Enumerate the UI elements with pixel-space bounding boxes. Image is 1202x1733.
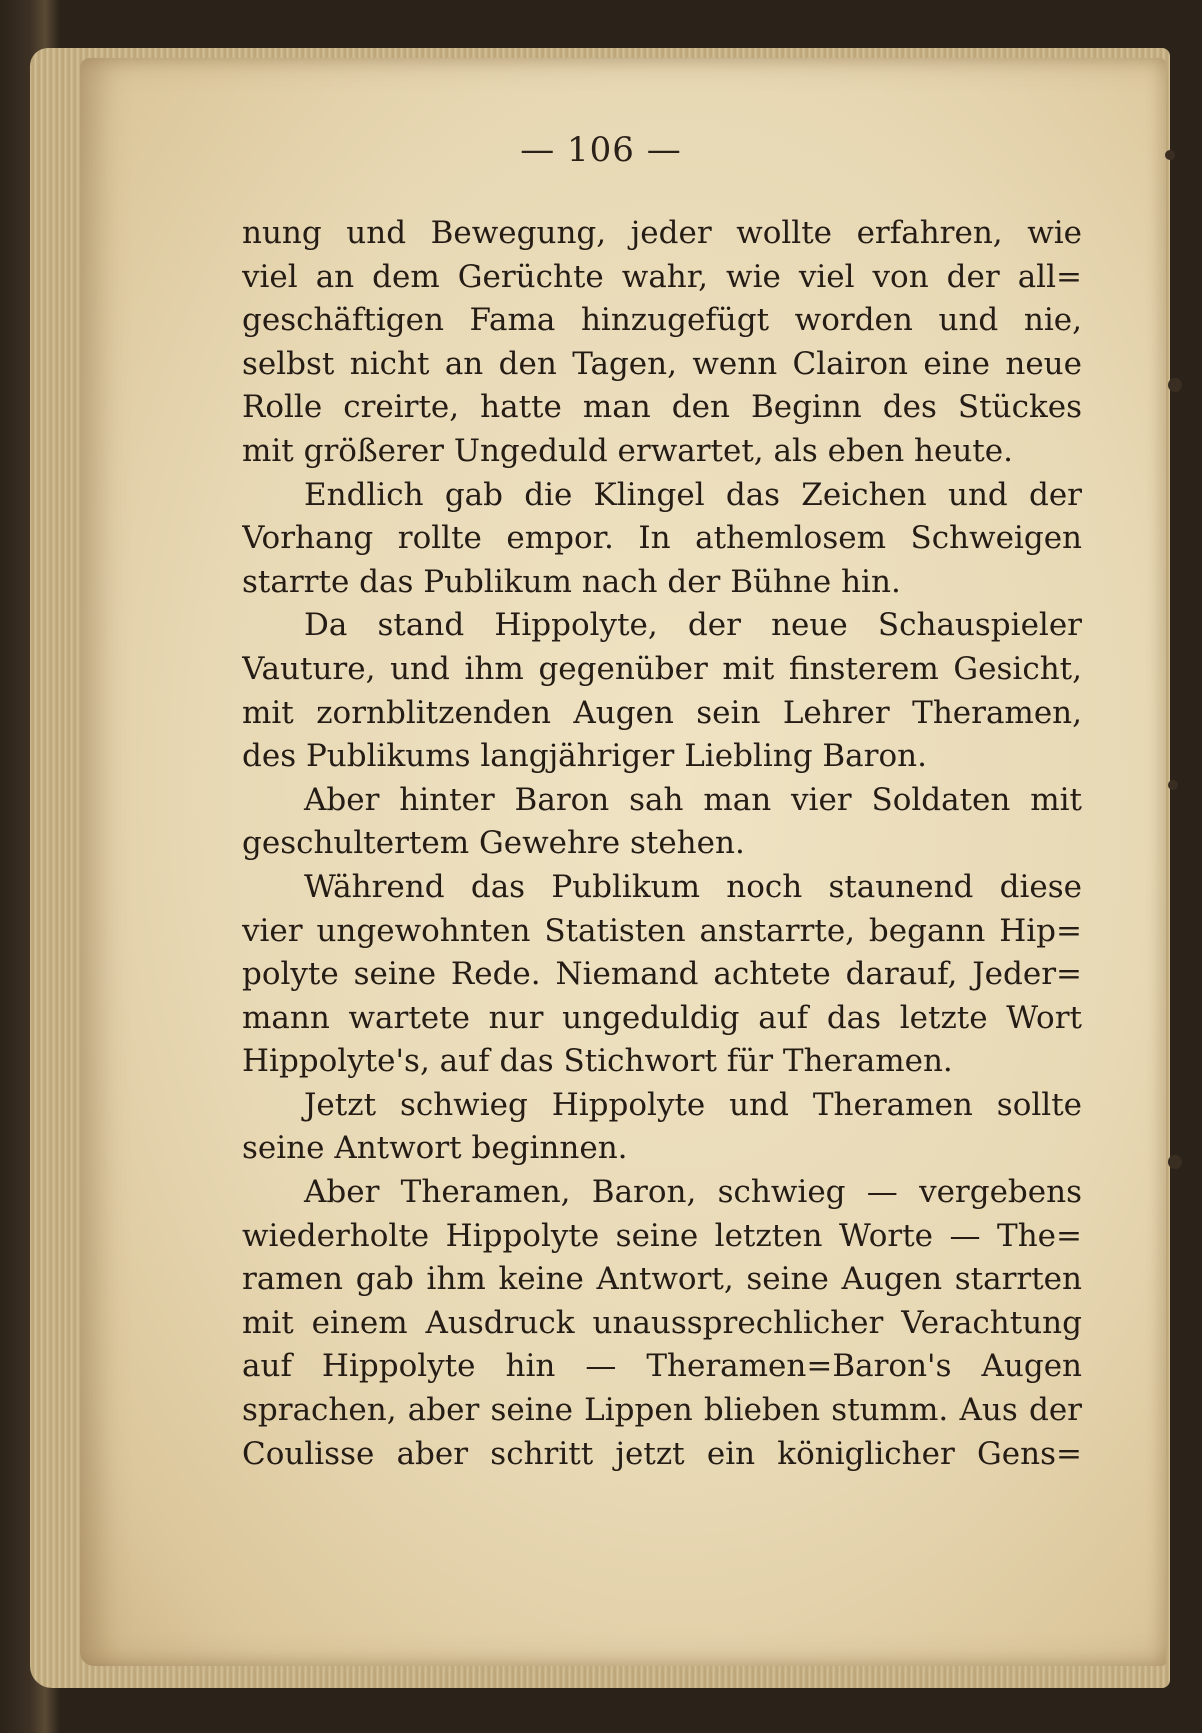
text-line: Aber Theramen, Baron, schwieg — vergebens	[304, 1174, 1082, 1211]
text-line: Da stand Hippolyte, der neue Schauspieler	[304, 607, 1082, 644]
text-line: Rolle creirte, hatte man den Beginn des Stückes	[242, 389, 1082, 426]
text-line: Vorhang rollte empor. In athemlosem Schweigen	[242, 520, 1082, 557]
body-text	[242, 212, 1082, 1476]
text-line: vier ungewohnten Statisten anstarrte, begann Hip=	[242, 912, 1082, 949]
text-line: ramen gab ihm keine Antwort, seine Augen starrten	[242, 1261, 1082, 1298]
page-number: — 106 —	[520, 130, 682, 170]
text-line: Während das Publikum noch staunend diese	[304, 868, 1082, 905]
text-line: Vauture, und ihm gegenüber mit finsterem Gesicht,	[242, 650, 1082, 687]
text-line: nung und Bewegung, jeder wollte erfahren, wie	[242, 215, 1082, 251]
text-line: geschäftigen Fama hinzugefügt worden und nie,	[242, 302, 1082, 339]
text-line: wiederholte Hippolyte seine letzten Worte — The=	[242, 1217, 1082, 1254]
text-line: auf Hippolyte hin — Theramen=Baron's Augen	[242, 1348, 1082, 1385]
text-line: mann wartete nur ungeduldig auf das letzte Wort	[242, 999, 1082, 1036]
text-line: seine Antwort beginnen.	[242, 1130, 628, 1167]
text-line: des Publikums langjähriger Liebling Baron.	[242, 738, 927, 775]
text-line: polyte seine Rede. Niemand achtete darauf, Jeder=	[242, 956, 1082, 993]
text-line: geschultertem Gewehre stehen.	[242, 825, 745, 862]
text-line: Aber hinter Baron sah man vier Soldaten mit	[304, 781, 1082, 818]
margin-mark	[1168, 378, 1182, 392]
margin-mark	[1168, 1155, 1182, 1169]
text-line: Coulisse aber schritt jetzt ein königlicher Gens=	[242, 1435, 1082, 1472]
text-line: viel an dem Gerüchte wahr, wie viel von der all=	[242, 258, 1082, 295]
text-line: Endlich gab die Klingel das Zeichen und der	[304, 476, 1082, 513]
text-line: mit zornblitzenden Augen sein Lehrer Theramen,	[242, 694, 1082, 731]
text-line: mit einem Ausdruck unaussprechlicher Verachtung	[242, 1304, 1082, 1341]
text-line: starrte das Publikum nach der Bühne hin.	[242, 563, 901, 600]
text-line: selbst nicht an den Tagen, wenn Clairon eine neue	[242, 345, 1082, 382]
text-line: mit größerer Ungeduld erwartet, als eben heute.	[242, 432, 1013, 469]
margin-mark	[1168, 780, 1178, 790]
text-line: Hippolyte's, auf das Stichwort für Theramen.	[242, 1043, 953, 1080]
text-line: Jetzt schwieg Hippolyte und Theramen sollte	[304, 1086, 1082, 1123]
text-line: sprachen, aber seine Lippen blieben stumm. Aus der	[242, 1392, 1082, 1429]
